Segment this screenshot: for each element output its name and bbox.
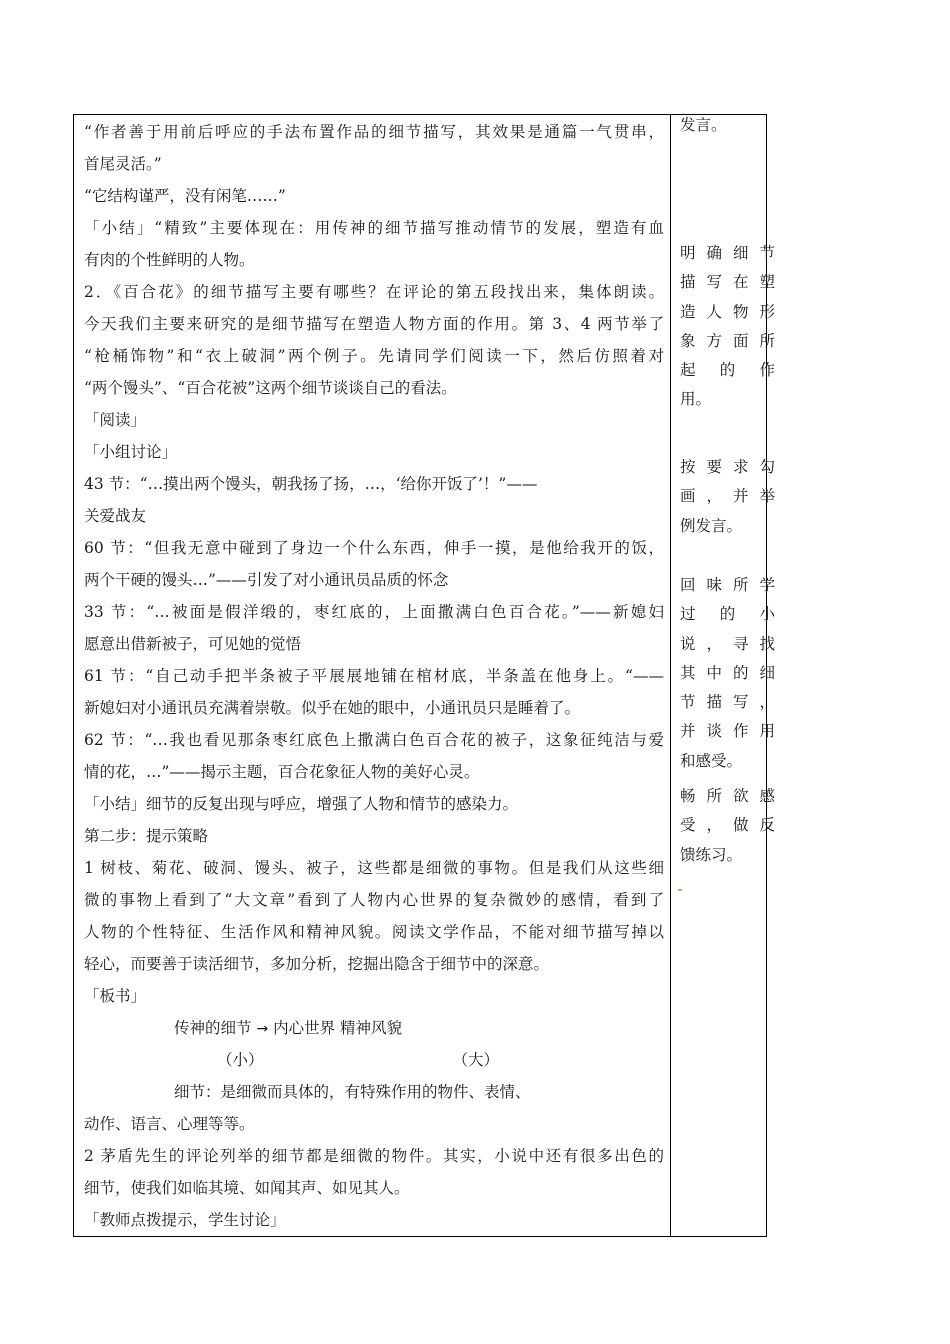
text-line: 动作、语言、心理等等。 <box>84 1115 255 1133</box>
text-line: 情的花，…”——揭示主题，百合花象征人物的美好心灵。 <box>84 763 480 781</box>
activity-line: 受，做反 <box>680 816 775 835</box>
teaching-content <box>74 115 670 1236</box>
activity-block <box>671 782 781 870</box>
section-label: 「阅读」 <box>84 411 147 429</box>
text-line: 轻心，而要善于读活细节，多加分析，挖掘出隐含于细节中的深意。 <box>84 955 550 973</box>
text-line: 60 节：“但我无意中碰到了身边一个什么东西，伸手一摸，是他给我开的饭， <box>84 539 664 557</box>
text-line: 微的事物上看到了“大文章”看到了人物内心世界的复杂微妙的感情，看到了 <box>84 891 664 909</box>
text-line: 两个干硬的馒头…”——引发了对小通讯员品质的怀念 <box>84 571 449 589</box>
text-line: “两个馒头”、“百合花被”这两个细节谈谈自己的看法。 <box>84 379 457 397</box>
section-label: 「小组讨论」 <box>84 443 178 461</box>
text-line: 愿意出借新被子，可见她的觉悟 <box>84 635 302 653</box>
activity-block <box>671 111 781 140</box>
text-line: 1 树枝、菊花、破洞、馒头、被子，这些都是细微的事物。但是我们从这些细 <box>84 859 664 877</box>
student-activity <box>671 115 775 1233</box>
text-line: 「小结」细节的反复出现与呼应，增强了人物和情节的感染力。 <box>84 795 519 813</box>
activity-line: 发言。 <box>680 116 727 134</box>
scan-speck <box>678 889 682 891</box>
activity-line: 节描写， <box>680 693 775 712</box>
text-line: 2 茅盾先生的评论列举的细节都是细微的物件。其实，小说中还有很多出色的 <box>84 1147 664 1165</box>
board-right: 内心世界 精神风貌 <box>273 1019 403 1037</box>
activity-line: 例发言。 <box>680 516 743 535</box>
activity-block <box>671 239 781 415</box>
activity-block <box>671 453 781 541</box>
text-line: 今天我们主要来研究的是细节描写在塑造人物方面的作用。第 3、4 两节举了 <box>84 315 664 333</box>
text-line: 人物的个性特征、生活作风和精神风貌。阅读文学作品，不能对细节描写掉以 <box>84 923 664 941</box>
text-line: 有肉的个性鲜明的人物。 <box>84 251 255 269</box>
text-line: 2．《百合花》的细节描写主要有哪些？在评论的第五段找出来，集体朗读。 <box>84 283 664 301</box>
activity-line: 畅所欲感 <box>680 787 775 805</box>
board-big: （大） <box>452 1051 500 1069</box>
activity-line: 其中的细 <box>680 663 775 682</box>
text-line: “它结构谨严，没有闲笔……” <box>84 187 286 205</box>
activity-line: 馈练习。 <box>680 845 743 864</box>
activity-line: 过 的 小 <box>680 605 775 624</box>
text-line: 33 节：“…被面是假洋缎的，枣红底的，上面撒满白色百合花。”——新媳妇 <box>84 603 664 621</box>
section-label: 「教师点拨提示，学生讨论」 <box>84 1211 286 1229</box>
teaching-content-cell <box>74 115 671 1237</box>
activity-line: 和感受。 <box>680 751 743 770</box>
section-label: 「板书」 <box>84 987 147 1005</box>
board-left: 传神的细节 <box>174 1019 252 1037</box>
activity-line: 并谈作用 <box>680 722 775 741</box>
activity-line: 起 的 作 <box>680 361 775 380</box>
lesson-table <box>73 114 775 1237</box>
activity-line: 造人物形 <box>680 302 775 321</box>
text-line: 62 节：“…我也看见那条枣红底色上撒满白色百合花的被子，这象征纯洁与爱 <box>84 731 664 749</box>
student-activity-cell <box>671 115 775 1237</box>
text-line: 首尾灵活。” <box>84 155 162 173</box>
text-line: “作者善于用前后呼应的手法布置作品的细节描写，其效果是通篇一气贯串， <box>84 123 664 141</box>
board-small: （小） <box>217 1051 264 1069</box>
text-line: “枪桶饰物”和“衣上破洞”两个例子。先请同学们阅读一下，然后仿照着对 <box>84 347 664 365</box>
text-line: 「小结」“精致”主要体现在：用传神的细节描写推动情节的发展，塑造有血 <box>84 219 664 237</box>
activity-line: 说，寻找 <box>680 634 775 653</box>
activity-line: 用。 <box>680 390 712 409</box>
activity-line: 明确细节 <box>680 244 775 262</box>
activity-line: 象方面所 <box>680 331 775 350</box>
board-row-main <box>84 1012 664 1044</box>
activity-line: 回味所学 <box>680 576 775 594</box>
text-line: 61 节：“自己动手把半条被子平展展地铺在棺材底，半条盖在他身上。“—— <box>84 667 664 685</box>
board-row-sizes <box>84 1044 664 1076</box>
text-line: 关爱战友 <box>84 507 147 525</box>
activity-line: 描写在塑 <box>680 273 775 292</box>
board-definition: 细节：是细微而具体的，有特殊作用的物件、表情、 <box>174 1083 531 1101</box>
text-line: 新媳妇对小通讯员充满着崇敬。似乎在她的眼中，小通讯员只是睡着了。 <box>84 699 581 717</box>
activity-line: 画，并举 <box>680 487 775 506</box>
text-line: 43 节：“…摸出两个馒头，朝我扬了扬，…，‘给你开饭了’！”—— <box>84 475 538 493</box>
arrow-right-icon: → <box>256 1021 269 1037</box>
step-heading: 第二步：提示策略 <box>84 827 209 845</box>
activity-line: 按要求勾 <box>680 458 775 476</box>
text-line: 细节，使我们如临其境、如闻其声、如见其人。 <box>84 1179 410 1197</box>
activity-block <box>671 571 781 776</box>
